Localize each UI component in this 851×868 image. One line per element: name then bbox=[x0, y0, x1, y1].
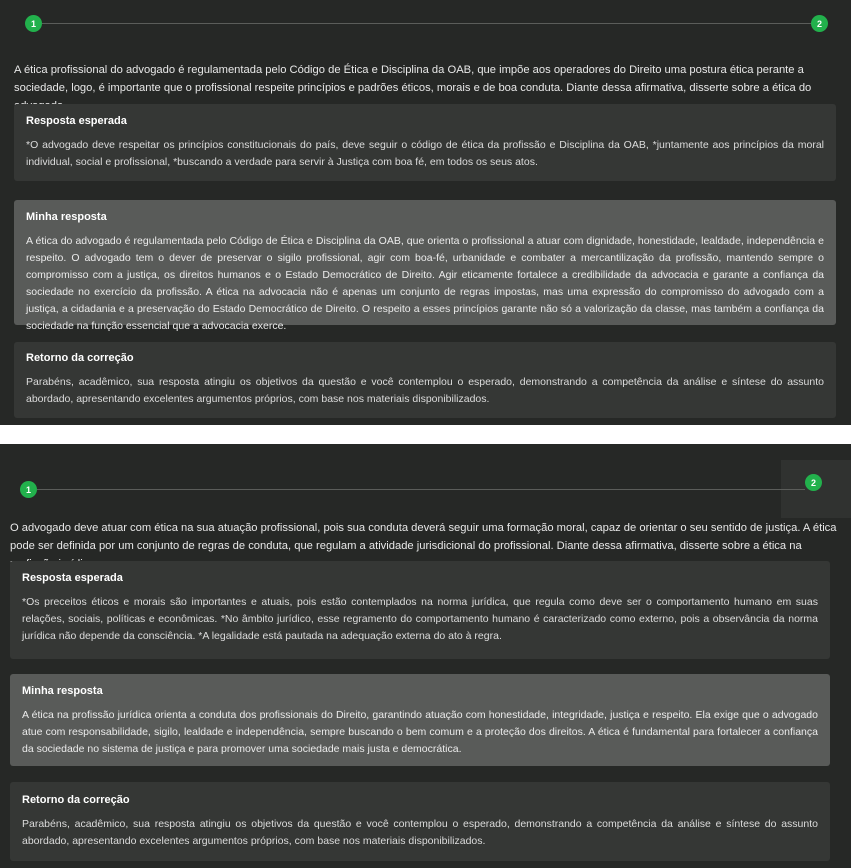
expected-answer-card bbox=[14, 104, 836, 181]
my-answer-text: A ética na profissão jurídica orienta a conduta dos profissionais do Direito, garantindo atuação com honestidade, integridade, justiça e respeito. Ela exige que o advogado atue com responsabilidade, sigilo, lealdade e independência, sempre buscando o bem comum e a proteção dos direitos. A ética é fundamental para fortalecer a confiança da sociedade no sistema de justiça e para promover uma sociedade mais justa e democrática. bbox=[22, 709, 818, 755]
feedback-title: Retorno da correção bbox=[22, 794, 130, 806]
stepper-line bbox=[37, 489, 805, 490]
stepper bbox=[0, 0, 851, 46]
stepper bbox=[0, 444, 851, 495]
question-text: O advogado deve atuar com ética na sua atuação profissional, pois sua conduta deverá seguir uma formação moral, capaz de orientar o seu sentido de justiça. A ética pode ser definida por um conjunto de regras de conduta, que regulam a atividade jurisdicional do profissional. Diante dessa afirmativa, disserte sobre a ética na bbox=[10, 522, 837, 552]
step-1-button[interactable]: 1 bbox=[25, 15, 42, 32]
question-panel-1 bbox=[0, 0, 851, 425]
expected-answer-card bbox=[10, 561, 830, 659]
my-answer-title: Minha resposta bbox=[22, 685, 103, 697]
feedback-text: Parabéns, acadêmico, sua resposta atingiu os objetivos da questão e você contemplou o esperado, demonstrando a competência da análise e síntese do assunto abordado, apresentando excelentes argumentos próprios, com base nos materiais disponibilizados. bbox=[22, 818, 818, 847]
feedback-card bbox=[10, 782, 830, 861]
question-text: A ética profissional do advogado é regulamentada pelo Código de Ética e Disciplina da OAB, que impõe aos operadores do Direito uma postura ética perante a sociedade, logo, é importante que o profissional respeite princípios e padrões éticos, morais e de boa conduta. Diante dessa afirmativa, disserte sobre a ética do bbox=[14, 64, 812, 94]
expected-answer-text: *O advogado deve respeitar os princípios constitucionais do país, deve seguir o código de ética da profissão e Disciplina da OAB, *juntamente aos princípios da moral individual, social e profissional, *buscando a verdade para servir à Justiça com boa fé, em todos os seus atos. bbox=[26, 139, 824, 168]
expected-answer-text: *Os preceitos éticos e morais são importantes e atuais, pois estão contemplados na norma jurídica, que regula como deve ser o comportamento humano em suas relações, sociais, políticas e econômicas. *No âmbito jurídico, esse regramento do comportamento humano é caracterizado como externo, pois a observância da norma jurídica não depende da consciência. *A legalidade está pautada na adequação externa do ato à regra. bbox=[22, 596, 818, 642]
feedback-text: Parabéns, acadêmico, sua resposta atingiu os objetivos da questão e você contemplou o esperado, demonstrando a competência da análise e síntese do assunto abordado, apresentando excelentes argumentos próprios, com base nos materiais disponibilizados. bbox=[26, 376, 824, 405]
my-answer-title: Minha resposta bbox=[26, 211, 107, 223]
feedback-card bbox=[14, 342, 836, 418]
step-1-button[interactable]: 1 bbox=[20, 481, 37, 498]
my-answer-text: A ética do advogado é regulamentada pelo Código de Ética e Disciplina da OAB, que orienta o profissional a atuar com dignidade, honestidade, lealdade, independência e respeito. O advogado tem o dever de preservar o sigilo profissional, agir com boa-fé, urbanidade e combater a mercantilização da profissão, mantendo sempre o compromisso com a justiça, os direitos humanos e o Estado Democrático de Direito. Agir eticamente fortalece a credibilidade da advocacia e garante a confiança da sociedade no exercício da profissão. A ética na advocacia não é apenas um conjunto de regras impostas, mas uma expressão do compromisso do advogado com a justiça, a cidadania e a preservação do Estado Democrático de Direito. O respeito a esses princípios garante não só a valorização da classe, mas também a confiança da sociedade na função essencial que a advocacia exerce. bbox=[26, 235, 824, 332]
stepper-line bbox=[42, 23, 811, 24]
expected-answer-title: Resposta esperada bbox=[22, 572, 123, 584]
step-2-button[interactable]: 2 bbox=[811, 15, 828, 32]
expected-answer-title: Resposta esperada bbox=[26, 115, 127, 127]
my-answer-card bbox=[14, 200, 836, 332]
step-2-button[interactable]: 2 bbox=[805, 474, 822, 491]
my-answer-card bbox=[10, 674, 830, 766]
feedback-title: Retorno da correção bbox=[26, 352, 134, 364]
question-panel-2 bbox=[0, 444, 851, 868]
